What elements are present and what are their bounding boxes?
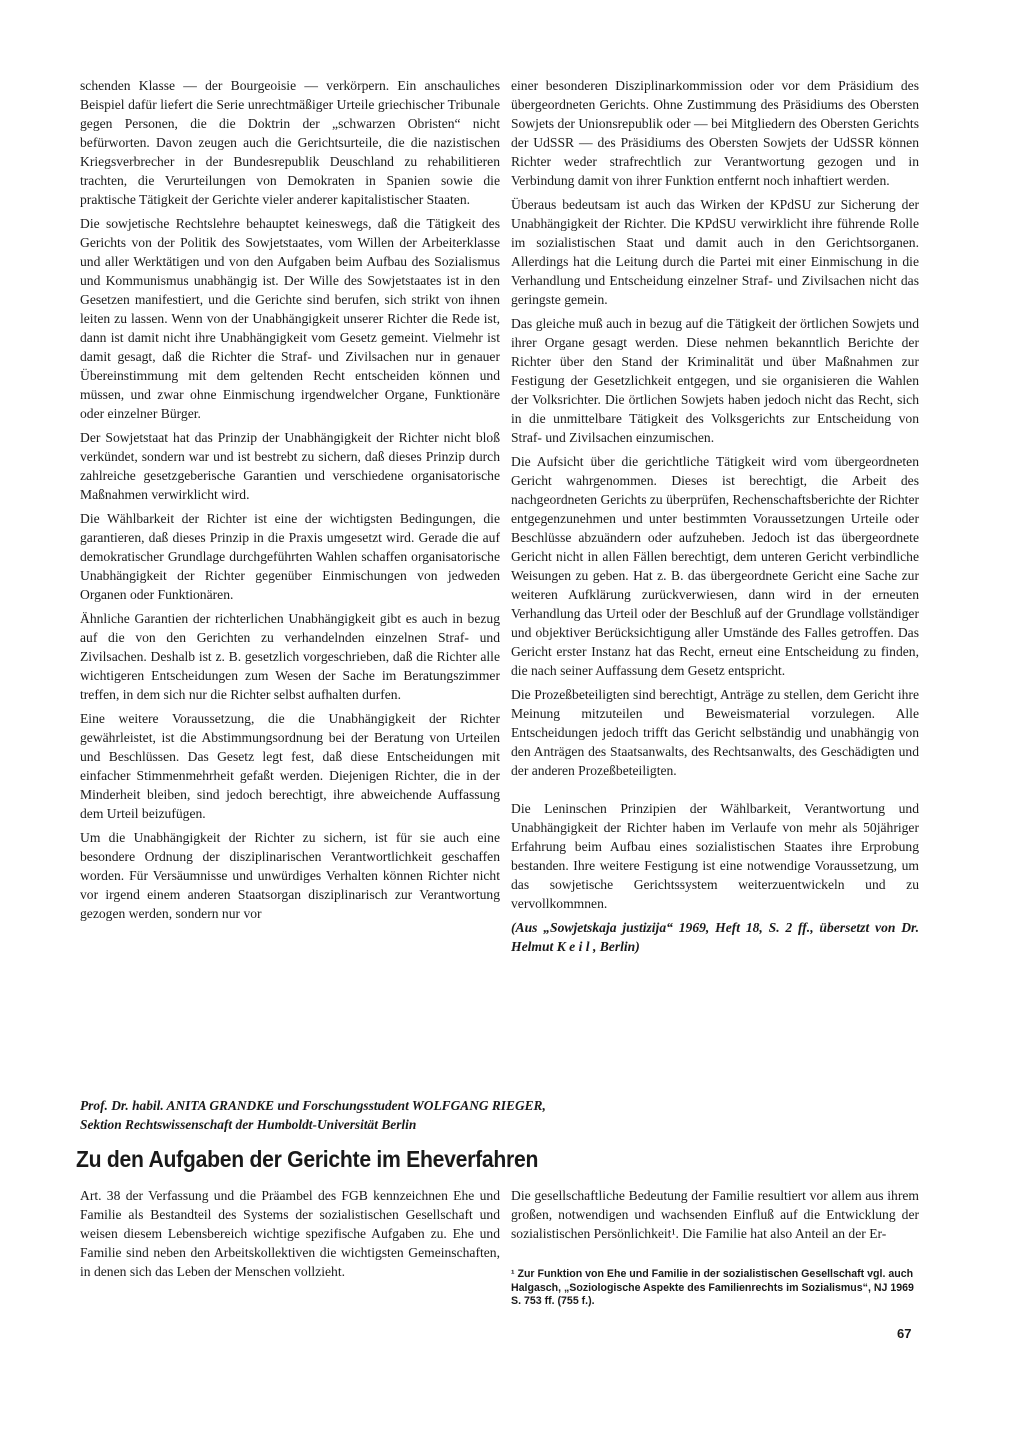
author-names: Prof. Dr. habil. ANITA GRANDKE und Forschungsstudent WOLFGANG RIEGER, xyxy=(80,1098,546,1113)
author-byline xyxy=(80,1096,920,1134)
article-title: Zu den Aufgaben der Gerichte im Eheverfahren xyxy=(76,1146,539,1172)
right-column-bottom xyxy=(511,1186,919,1248)
paragraph: einer besonderen Disziplinarkommission oder vor dem Präsidium des übergeordneten Gerichts. Ohne Zustimmung des Präsidiums des Obersten Sowjets der Unionsrepublik oder — bei Mitgliedern des Obersten Gerichts der UdSSR — des Präsidiums des Obersten Sowjets der UdSSR können Richter weder strafrechtlich zur Verantwortung gezogen und in Verbindung damit von ihrer Funktion entfernt noch inhaftiert werden. xyxy=(511,78,919,188)
left-column-bottom xyxy=(80,1186,500,1286)
paragraph: Eine weitere Voraussetzung, die die Unabhängigkeit der Richter gewährleistet, ist die Abstimmungsordnung bei der Beratung von Urteilen und Beschlüssen. Das Gesetz legt fest, daß diese Entscheidungen mit einfacher Stimmenmehrheit gefaßt werden. Diejenigen Richter, die in der Minderheit bleiben, sind jedoch berechtigt, ihre abweichende Auffassung dem Urteil beizufügen. xyxy=(80,711,500,821)
paragraph: Die Wählbarkeit der Richter ist eine der wichtigsten Bedingungen, die garantieren, daß dieses Prinzip in die Praxis umgesetzt wird. Gerade die auf demokratischer Grundlage durchgeführten Wahlen schaffen organisatorische Unabhängigkeit der Richter gegenüber Einmischungen von jedweden Organen oder Funktionären. xyxy=(80,511,500,602)
paragraph: Das gleiche muß auch in bezug auf die Tätigkeit der örtlichen Sowjets und ihrer Organe gesagt werden. Diese nehmen bekanntlich Berichte der Richter über den Stand der Kriminalität und über Maßnahmen zur Festigung der Gesetzlichkeit entgegen, und sie organisieren die Wahlen der Volksrichter. Die örtlichen Sowjets haben jedoch nicht das Recht, sich in die unmittelbare Tätigkeit des Volksgerichts zur Entscheidung von Straf- und Zivilsachen einzumischen. xyxy=(511,316,919,445)
paragraph-gap xyxy=(511,785,919,799)
paragraph: schenden Klasse — der Bourgeoisie — verkörpern. Ein anschauliches Beispiel dafür liefert die Serie unrechtmäßiger Urteile griechischer Tribunale gegen Personen, die die Doktrin der „schwarzen Obristen“ nicht befürworten. Davon zeugen auch die Gerichtsurteile, die die nazistischen Kriegsverbrecher in der Bundesrepublik Deuschland zu rehabilitieren trachten, die Verurteilungen von Demokraten in Spanien sowie die praktische Tätigkeit der Gerichte vieler anderer kapitalistischer Staaten. xyxy=(80,78,500,207)
paragraph: Art. 38 der Verfassung und die Präambel des FGB kennzeichnen Ehe und Familie als Bestandteil des Systems der sozialistischen Gesellschaft und weisen diesem Lebensbereich wichtige spezifische Aufgaben zu. Ehe und Familie sind neben den Arbeitskollektiven die wichtigsten Gemeinschaften, in denen sich das Leben der Menschen vollzieht. xyxy=(80,1188,500,1279)
paragraph: Um die Unabhängigkeit der Richter zu sichern, ist für sie auch eine besondere Ordnung der disziplinarischen Verantwortlichkeit geschaffen worden. Für Versäumnisse und unwürdiges Verhalten können Richter nicht vor irgend einem anderen Staatsorgan disziplinarisch zur Verantwortung gezogen werden, sondern nur vor xyxy=(80,830,500,921)
paragraph: Überaus bedeutsam ist auch das Wirken der KPdSU zur Sicherung der Unabhängigkeit der Richter. Die KPdSU verwirklicht ihre führende Rolle im sozialistischen Staat und damit auch in den Gerichtsorganen. Allerdings hat die Leitung durch die Partei mit einer Einmischung in die Verhandlung und Entscheidung einzelner Straf- und Zivilsachen nicht das geringste gemein. xyxy=(511,197,919,307)
paragraph: Die Aufsicht über die gerichtliche Tätigkeit wird vom übergeordneten Gericht wahrgenommen. Dieses ist berechtigt, die Arbeit des nachgeordneten Gerichts zu überprüfen, Rechenschaftsberichte der Richter entgegenzunehmen und unter bestimmten Voraussetzungen Urteile oder Beschlüsse abzuändern oder aufzuheben. Jedoch ist das übergeordnete Gericht nicht in allen Fällen berechtigt, dem unteren Gericht verbindliche Weisungen zu geben. Hat z. B. das übergeordnete Gericht eine Sache zur weiteren Aufklärung zurückverwiesen, dann wird in der erneuten Verhandlung das Urteil oder der Beschluß auf der Grundlage vollständiger und objektiver Berücksichtigung aller Umstände des Falles getroffen. Das Gericht erster Instanz hat das Recht, erneut eine Entscheidung zu finden, die nach seiner Auffassung dem Gesetz entspricht. xyxy=(511,454,920,678)
paragraph: Ähnliche Garantien der richterlichen Unabhängigkeit gibt es auch in bezug auf die von den Gerichten zu verhandelnden einzelnen Straf- und Zivilsachen. Deshalb ist z. B. gesetzlich vorgeschrieben, daß die Richter alle wichtigeren Entscheidungen zum Wesen der Sache im Beratungszimmer treffen, in dem sich nur die Richter selbst aufhalten durfen. xyxy=(80,611,500,702)
page-number: 67 xyxy=(897,1326,912,1341)
left-column-top xyxy=(80,76,500,928)
paragraph: Die Leninschen Prinzipien der Wählbarkeit, Verantwortung und Unabhängigkeit der Richter haben im Verlaufe von mehr als 50jähriger Erfahrung beim Aufbau eines sozialistischen Staates ihre Erprobung bestanden. Ihre weitere Festigung ist eine notwendige Voraussetzung, um das sowjetische Gerichtssystem weiterzuentwickeln und zu vervollkommnen. xyxy=(511,801,919,911)
paragraph: Der Sowjetstaat hat das Prinzip der Unabhängigkeit der Richter nicht bloß verkündet, sondern war und ist bestrebt zu sichern, daß dieses Prinzip durch zahlreiche gesetzgeberische Garantien und verschiedene organisatorische Maßnahmen verwirklicht wird. xyxy=(80,430,500,502)
paragraph: Die sowjetische Rechtslehre behauptet keineswegs, daß die Tätigkeit des Gerichts von der Politik des Sowjetstaates, vom Willen der Arbeiterklasse und aller Werktätigen und von den Aufgaben beim Aufbau des Sozialismus und Kommunismus unabhängig ist. Der Wille des Sowjetstaates ist in den Gesetzen manifestiert, und die Gerichte sind berufen, sich strikt von ihnen leiten zu lassen. Wenn von der Unabhängigkeit unserer Richter die Rede ist, dann ist damit nicht ihre Unabhängigkeit vom Gesetz gemeint. Vielmehr ist damit gesagt, daß die Richter die Straf- und Zivilsachen nur in genauer Übereinstimmung mit dem geltenden Recht entscheiden können und müssen, und zwar ohne Einmischung irgendwelcher Organe, Funktionäre oder einzelner Bürger. xyxy=(80,216,500,421)
right-column-top xyxy=(511,76,919,961)
author-affiliation: Sektion Rechtswissenschaft der Humboldt-Universität Berlin xyxy=(80,1117,417,1132)
source-citation: (Aus „Sowjetskaja justizija“ 1969, Heft 18, S. 2 ff., übersetzt von Dr. Helmut K e i l , Berlin) xyxy=(511,920,919,954)
paragraph: Die gesellschaftliche Bedeutung der Familie resultiert vor allem aus ihrem großen, notwendigen und wachsenden Einfluß auf die Entwicklung der sozialistischen Persönlichkeit¹. Die Familie hat also Anteil an der Er- xyxy=(511,1188,919,1241)
paragraph: Die Prozeßbeteiligten sind berechtigt, Anträge zu stellen, dem Gericht ihre Meinung mitzuteilen und Beweismaterial vorzulegen. Alle Entscheidungen jedoch trifft das Gericht selbständig und unabhängig von den Anträgen des Staatsanwalts, des Rechtsanwalts, des Geschädigten und der anderen Prozeßbeteiligten. xyxy=(511,687,919,778)
footnote: ¹ Zur Funktion von Ehe und Familie in der sozialistischen Gesellschaft vgl. auch Halgasch, „Soziologische Aspekte des Familienrechts im Sozialismus“, NJ 1969 S. 753 ff. (755 f.). xyxy=(511,1268,914,1307)
